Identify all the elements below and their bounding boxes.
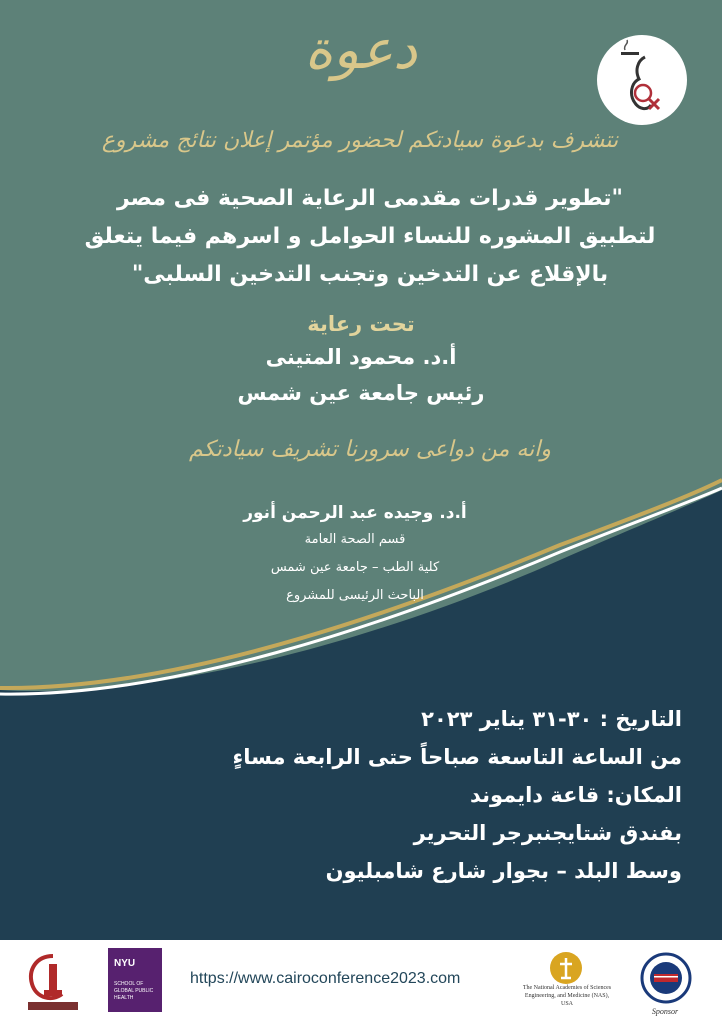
project-title-line: "تطوير قدرات مقدمى الرعاية الصحية فى مصر [117, 186, 623, 211]
conference-website-link[interactable]: https://www.cairoconference2023.com [190, 970, 461, 987]
nas-logo-text: The National Academies of Sciences Engineering, and Medicine (NAS), USA [522, 985, 612, 1007]
signature-department: قسم الصحة العامة [304, 532, 406, 547]
usaid-seal-icon [640, 952, 692, 1004]
nas-logo-icon [548, 950, 584, 986]
event-hotel: بفندق شتايجنبرجر التحرير [413, 821, 682, 845]
project-title-line: لتطبيق المشوره للنساء الحوامل و اسرهم فيما يتعلق [84, 224, 656, 249]
invitation-title: دعوة [304, 18, 418, 81]
project-title-line: بالإقلاع عن التدخين وتجنب التدخين السلبى" [131, 262, 609, 287]
patron-name: أ.د. محمود المتينى [265, 345, 457, 369]
event-time: من الساعة التاسعة صباحاً حتى الرابعة مساءٍ [232, 745, 682, 769]
signature-block [170, 500, 540, 610]
event-details [162, 700, 682, 890]
event-date: التاريخ : ٣٠-٣١ يناير ٢٠٢٣ [421, 707, 682, 731]
patron-role: رئيس جامعة عين شمس [237, 381, 485, 405]
patronage-label: تحت رعاية [307, 312, 415, 336]
nyu-logo-text: NYU [114, 958, 136, 969]
event-place: المكان: قاعة دايموند [469, 783, 682, 807]
signature-faculty: كلية الطب – جامعة عين شمس [270, 560, 440, 575]
signature-name: أ.د. وجيده عبد الرحمن أنور [243, 503, 467, 523]
pleasure-text: وانه من دواعى سرورنا تشريف سيادتكم [188, 437, 552, 462]
event-area: وسط البلد – بجوار شارع شامبليون [325, 859, 682, 883]
ain-shams-university-logo [22, 950, 84, 1016]
nyu-logo-subtext: SCHOOL OF GLOBAL PUBLIC HEALTH [114, 981, 154, 1001]
project-title [60, 180, 680, 294]
nyu-school-of-global-public-health-logo [108, 948, 162, 1012]
signature-title: الباحث الرئيسى للمشروع [286, 588, 424, 603]
intro-text: نتشرف بدعوة سيادتكم لحضور مؤتمر إعلان نتائج مشروع [101, 128, 619, 153]
sponsor-label: Sponsor [651, 1007, 679, 1016]
